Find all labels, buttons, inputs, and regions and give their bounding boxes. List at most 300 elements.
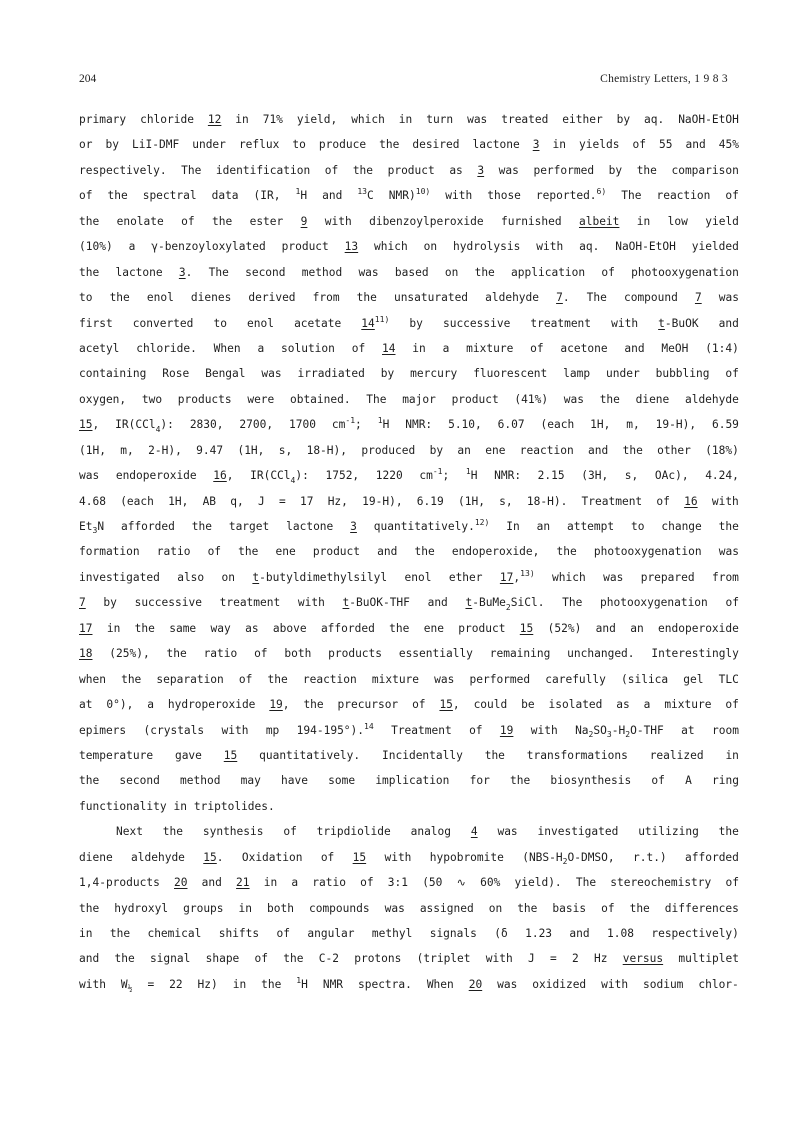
text-run: to bbox=[292, 138, 306, 152]
text-run: mixture bbox=[664, 698, 712, 712]
text-run: N bbox=[97, 520, 105, 533]
text-run: gave bbox=[174, 748, 202, 762]
text-run: -BuOK bbox=[664, 316, 699, 330]
word bbox=[328, 641, 382, 666]
word bbox=[601, 972, 628, 997]
word bbox=[712, 768, 739, 793]
word bbox=[297, 718, 374, 744]
text-run: of bbox=[360, 876, 374, 890]
text-run: cm bbox=[331, 418, 346, 432]
text-run: lactone bbox=[286, 520, 334, 533]
word bbox=[569, 921, 589, 946]
text-run: an bbox=[457, 443, 471, 457]
text-run: mixture bbox=[371, 672, 420, 686]
word bbox=[725, 743, 738, 768]
text-run: method bbox=[301, 265, 343, 279]
text-run: tripdiolide bbox=[316, 825, 391, 839]
text-run: was bbox=[718, 291, 739, 305]
word bbox=[515, 870, 562, 895]
text-run: 1H, bbox=[168, 494, 189, 508]
text-run: 15 bbox=[352, 850, 367, 864]
word bbox=[286, 514, 333, 539]
text-run: in bbox=[636, 214, 651, 228]
word bbox=[719, 539, 739, 564]
word bbox=[719, 132, 739, 157]
text-run: endoperoxide bbox=[115, 469, 197, 483]
text-run: (triplet bbox=[416, 952, 471, 966]
text-run: (41%) bbox=[514, 392, 549, 406]
word bbox=[378, 412, 390, 438]
text-run: quantitatively. bbox=[259, 748, 361, 762]
text-run: oxidized bbox=[532, 977, 587, 991]
text-run: or bbox=[79, 138, 93, 152]
word bbox=[426, 107, 453, 132]
text-run: and bbox=[588, 443, 609, 457]
text-line bbox=[79, 565, 739, 590]
word bbox=[276, 539, 296, 564]
text-run: unsaturated bbox=[393, 291, 469, 305]
text-run: 18-H). bbox=[526, 494, 568, 508]
word bbox=[303, 667, 357, 692]
word bbox=[616, 692, 629, 717]
word bbox=[325, 158, 338, 183]
word bbox=[296, 972, 308, 998]
word bbox=[79, 514, 104, 540]
word bbox=[552, 565, 586, 590]
word bbox=[594, 946, 607, 971]
word bbox=[79, 438, 106, 463]
word bbox=[121, 972, 133, 998]
word bbox=[248, 285, 295, 310]
text-run: s, bbox=[278, 443, 293, 457]
word bbox=[205, 361, 245, 386]
text-run: A bbox=[685, 774, 692, 788]
word bbox=[157, 539, 191, 564]
text-run: chemical bbox=[147, 927, 202, 940]
text-run: which bbox=[351, 113, 385, 126]
text-run: Interestingly bbox=[651, 647, 739, 661]
word bbox=[661, 336, 688, 361]
text-run: with bbox=[324, 214, 352, 228]
text-run: of bbox=[412, 698, 426, 712]
text-run: diene bbox=[79, 850, 113, 864]
text-run: hydroxyl bbox=[114, 901, 169, 915]
text-run: , bbox=[452, 698, 460, 712]
word bbox=[107, 616, 120, 641]
text-run: W bbox=[120, 977, 128, 991]
word bbox=[439, 692, 459, 717]
word bbox=[567, 641, 634, 666]
text-run: -BuMe bbox=[472, 596, 506, 610]
word bbox=[637, 158, 657, 183]
word bbox=[203, 819, 264, 844]
text-run: , bbox=[92, 418, 100, 432]
word bbox=[258, 489, 265, 514]
word bbox=[427, 972, 454, 997]
word bbox=[658, 311, 698, 336]
word bbox=[213, 311, 226, 336]
word bbox=[414, 539, 434, 564]
word bbox=[621, 183, 641, 208]
superscript: 14 bbox=[364, 721, 374, 731]
word bbox=[600, 387, 620, 412]
word bbox=[79, 768, 99, 793]
text-run: was bbox=[79, 469, 100, 483]
word bbox=[79, 590, 86, 615]
text-run: in bbox=[412, 341, 426, 355]
text-run: and bbox=[79, 952, 100, 966]
word bbox=[537, 514, 550, 539]
text-run: turn bbox=[426, 113, 454, 126]
word bbox=[290, 387, 351, 412]
word bbox=[631, 260, 739, 285]
text-run: 2 bbox=[571, 952, 579, 966]
word bbox=[480, 870, 500, 895]
text-run: albeit bbox=[578, 214, 620, 228]
text-run: ratio bbox=[203, 647, 238, 661]
word bbox=[358, 260, 378, 285]
word bbox=[582, 489, 643, 514]
word bbox=[206, 946, 240, 971]
word bbox=[533, 158, 594, 183]
text-line bbox=[79, 107, 739, 132]
word bbox=[267, 896, 294, 921]
text-run: basis bbox=[552, 901, 587, 915]
text-run: 19 bbox=[499, 723, 514, 737]
text-run: aldehyde bbox=[131, 850, 185, 864]
word bbox=[609, 158, 622, 183]
text-line bbox=[79, 260, 739, 285]
text-run: was bbox=[563, 392, 584, 406]
text-run: of bbox=[530, 341, 544, 355]
word bbox=[79, 387, 126, 412]
text-run: Incidentally bbox=[382, 748, 463, 762]
word bbox=[312, 870, 346, 895]
text-run: respectively) bbox=[651, 927, 739, 940]
word bbox=[156, 667, 223, 692]
text-run: When bbox=[426, 977, 454, 991]
text-run: 9 bbox=[300, 214, 308, 228]
word bbox=[332, 412, 362, 438]
word bbox=[107, 183, 127, 208]
text-line bbox=[79, 438, 739, 463]
text-run: When bbox=[213, 341, 241, 355]
word bbox=[603, 565, 623, 590]
word bbox=[79, 336, 119, 361]
word bbox=[556, 285, 570, 310]
text-run: The bbox=[586, 291, 607, 305]
text-run: a bbox=[442, 341, 450, 355]
text-run: in bbox=[235, 113, 249, 126]
text-run: of bbox=[238, 672, 253, 686]
text-run: with bbox=[384, 850, 412, 864]
word bbox=[279, 489, 286, 514]
superscript: 1 bbox=[465, 467, 471, 477]
word bbox=[219, 921, 259, 946]
word bbox=[338, 692, 399, 717]
word bbox=[424, 234, 437, 259]
text-run: 21 bbox=[236, 876, 250, 890]
text-run: the bbox=[79, 901, 100, 915]
text-run: enol bbox=[247, 316, 274, 330]
text-line bbox=[79, 463, 739, 488]
text-run: = bbox=[147, 977, 155, 991]
word bbox=[399, 107, 412, 132]
word bbox=[528, 946, 535, 971]
word bbox=[190, 412, 224, 437]
text-run: a bbox=[643, 698, 651, 712]
text-run: data bbox=[211, 189, 239, 203]
text-run: some bbox=[328, 774, 356, 788]
text-run: afforded bbox=[320, 621, 375, 635]
text-run: TLC bbox=[718, 672, 739, 686]
word bbox=[684, 489, 697, 514]
word bbox=[637, 209, 650, 234]
word bbox=[520, 438, 574, 463]
text-run: was bbox=[261, 367, 282, 381]
text-run: LiI-DMF bbox=[132, 138, 180, 152]
text-run: reported. bbox=[535, 189, 597, 203]
word bbox=[409, 311, 422, 336]
text-run: 22 bbox=[169, 977, 183, 991]
text-run: room bbox=[711, 723, 739, 737]
text-run: at bbox=[681, 723, 695, 737]
word bbox=[686, 132, 706, 157]
word bbox=[319, 946, 339, 971]
word bbox=[209, 260, 229, 285]
text-line bbox=[79, 921, 739, 946]
text-line bbox=[79, 514, 739, 539]
word bbox=[252, 565, 387, 590]
text-run: the bbox=[261, 977, 282, 991]
text-run: ene bbox=[275, 545, 296, 559]
word bbox=[630, 616, 643, 641]
word bbox=[485, 285, 539, 310]
text-run: quantitatively. bbox=[373, 520, 475, 533]
word bbox=[192, 132, 226, 157]
subscript: 2 bbox=[625, 729, 631, 739]
text-run: -butyldimethylsilyl bbox=[259, 570, 388, 584]
word bbox=[238, 539, 258, 564]
text-run: photooxygenation bbox=[600, 596, 708, 610]
text-run: differences bbox=[664, 901, 739, 915]
text-run: be bbox=[521, 698, 535, 712]
word bbox=[656, 361, 710, 386]
text-run: protons bbox=[354, 952, 402, 966]
text-run: lamp bbox=[563, 367, 591, 381]
word bbox=[579, 132, 619, 157]
text-run: a bbox=[147, 698, 154, 712]
word bbox=[678, 946, 739, 971]
text-run: the bbox=[211, 214, 233, 228]
word bbox=[259, 743, 360, 768]
word bbox=[658, 616, 739, 641]
word bbox=[449, 565, 483, 590]
word bbox=[465, 590, 544, 616]
word bbox=[261, 361, 281, 386]
text-run: ): bbox=[160, 418, 174, 432]
text-run: the bbox=[629, 901, 650, 915]
word bbox=[531, 718, 558, 743]
word bbox=[211, 616, 231, 641]
text-run: (each bbox=[540, 418, 575, 432]
text-run: synthesis bbox=[202, 825, 264, 839]
text-run: cm bbox=[419, 469, 433, 483]
text-run: could bbox=[473, 698, 508, 712]
word bbox=[250, 209, 284, 234]
word bbox=[650, 743, 704, 768]
word bbox=[237, 438, 264, 463]
word bbox=[131, 845, 185, 870]
text-run: and bbox=[624, 341, 645, 355]
text-run: 4.68 bbox=[79, 494, 106, 508]
word bbox=[284, 641, 311, 666]
word bbox=[453, 234, 520, 259]
word bbox=[725, 692, 738, 717]
word bbox=[525, 921, 552, 946]
word bbox=[562, 107, 602, 132]
word bbox=[430, 438, 443, 463]
word bbox=[712, 565, 739, 590]
text-run: a bbox=[291, 876, 299, 890]
word bbox=[309, 896, 370, 921]
text-run: by bbox=[616, 113, 631, 126]
word bbox=[683, 667, 703, 692]
text-run: 55 bbox=[658, 138, 673, 152]
text-run: of bbox=[725, 367, 739, 381]
word bbox=[579, 234, 599, 259]
text-run: hydrolysis bbox=[453, 240, 521, 254]
word bbox=[600, 590, 708, 615]
word bbox=[477, 158, 484, 183]
text-run: ene bbox=[423, 621, 444, 635]
text-run: was bbox=[497, 825, 518, 839]
text-run: 4 bbox=[470, 825, 478, 839]
text-line bbox=[79, 285, 739, 310]
text-run: hydroperoxide bbox=[167, 698, 256, 712]
word bbox=[434, 667, 454, 692]
text-run: 2700, bbox=[239, 418, 274, 432]
word bbox=[79, 260, 99, 285]
word bbox=[430, 845, 504, 870]
text-run: under bbox=[606, 367, 640, 381]
text-run: 20 bbox=[174, 876, 188, 890]
text-run: chloride bbox=[140, 113, 194, 126]
word bbox=[606, 361, 640, 386]
text-run: yields bbox=[579, 138, 620, 152]
text-run: 19-H), bbox=[655, 418, 697, 432]
text-run: precursor bbox=[337, 698, 399, 712]
text-run: 15 bbox=[519, 621, 534, 635]
subscript: 4 bbox=[290, 475, 296, 485]
text-line bbox=[79, 361, 739, 386]
text-run: spectral bbox=[142, 189, 197, 203]
word bbox=[657, 438, 691, 463]
word bbox=[79, 692, 92, 717]
word bbox=[644, 107, 664, 132]
word bbox=[514, 387, 548, 412]
text-run: as bbox=[616, 698, 630, 712]
word bbox=[181, 209, 194, 234]
word bbox=[567, 514, 614, 539]
text-run: desired bbox=[412, 138, 460, 152]
text-run: 6.07 bbox=[497, 418, 525, 432]
text-run: (1H, bbox=[79, 443, 106, 457]
text-line bbox=[79, 539, 739, 564]
text-run: 5.10, bbox=[448, 418, 482, 432]
text-run: reaction bbox=[302, 672, 357, 686]
text-run: signals bbox=[429, 927, 477, 940]
text-run: (50 bbox=[422, 876, 443, 890]
word bbox=[175, 743, 202, 768]
word bbox=[575, 718, 664, 744]
word bbox=[236, 870, 249, 895]
text-run: (NBS-H bbox=[522, 850, 563, 864]
word bbox=[250, 463, 309, 489]
word bbox=[719, 514, 739, 539]
text-run: 9.47 bbox=[196, 443, 224, 457]
word bbox=[719, 667, 739, 692]
text-run: with bbox=[601, 977, 629, 991]
text-run: investigated bbox=[537, 825, 619, 839]
word bbox=[475, 260, 495, 285]
text-run: 12 bbox=[207, 113, 222, 126]
word bbox=[545, 667, 606, 692]
text-run: aldehyde bbox=[684, 392, 739, 406]
text-run: shifts bbox=[218, 927, 260, 940]
word bbox=[79, 896, 99, 921]
word bbox=[445, 260, 458, 285]
text-run: 7 bbox=[79, 596, 86, 610]
text-run: of bbox=[725, 596, 739, 610]
text-run: NMR: bbox=[405, 418, 433, 432]
text-run: the bbox=[283, 952, 304, 966]
word bbox=[705, 463, 739, 488]
text-run: Na bbox=[575, 723, 589, 737]
text-run: the bbox=[352, 163, 374, 177]
text-run: in bbox=[263, 876, 278, 890]
text-run: assigned bbox=[419, 901, 474, 915]
word bbox=[169, 972, 182, 997]
text-run: methyl bbox=[371, 927, 413, 940]
text-run: the bbox=[162, 825, 184, 839]
text-run: produced bbox=[361, 443, 416, 457]
word bbox=[644, 692, 651, 717]
text-run: of bbox=[725, 698, 739, 712]
text-run: 7 bbox=[556, 291, 563, 305]
word bbox=[494, 921, 507, 946]
text-line bbox=[79, 158, 739, 183]
text-run: of bbox=[725, 876, 739, 890]
text-run: which bbox=[374, 240, 408, 254]
word bbox=[345, 234, 358, 259]
text-run: separation bbox=[156, 672, 224, 686]
text-run: of bbox=[283, 825, 297, 839]
text-run: of bbox=[601, 901, 615, 915]
text-run: . bbox=[216, 850, 224, 864]
word bbox=[624, 336, 644, 361]
word bbox=[229, 514, 269, 539]
word bbox=[196, 438, 223, 463]
text-run: on bbox=[444, 265, 459, 279]
word bbox=[494, 463, 521, 488]
text-run: s, bbox=[624, 469, 639, 483]
text-run: obtained. bbox=[289, 392, 351, 406]
text-run: (25%), bbox=[109, 647, 150, 661]
word bbox=[445, 183, 472, 208]
word bbox=[298, 590, 325, 615]
text-line bbox=[79, 412, 739, 437]
